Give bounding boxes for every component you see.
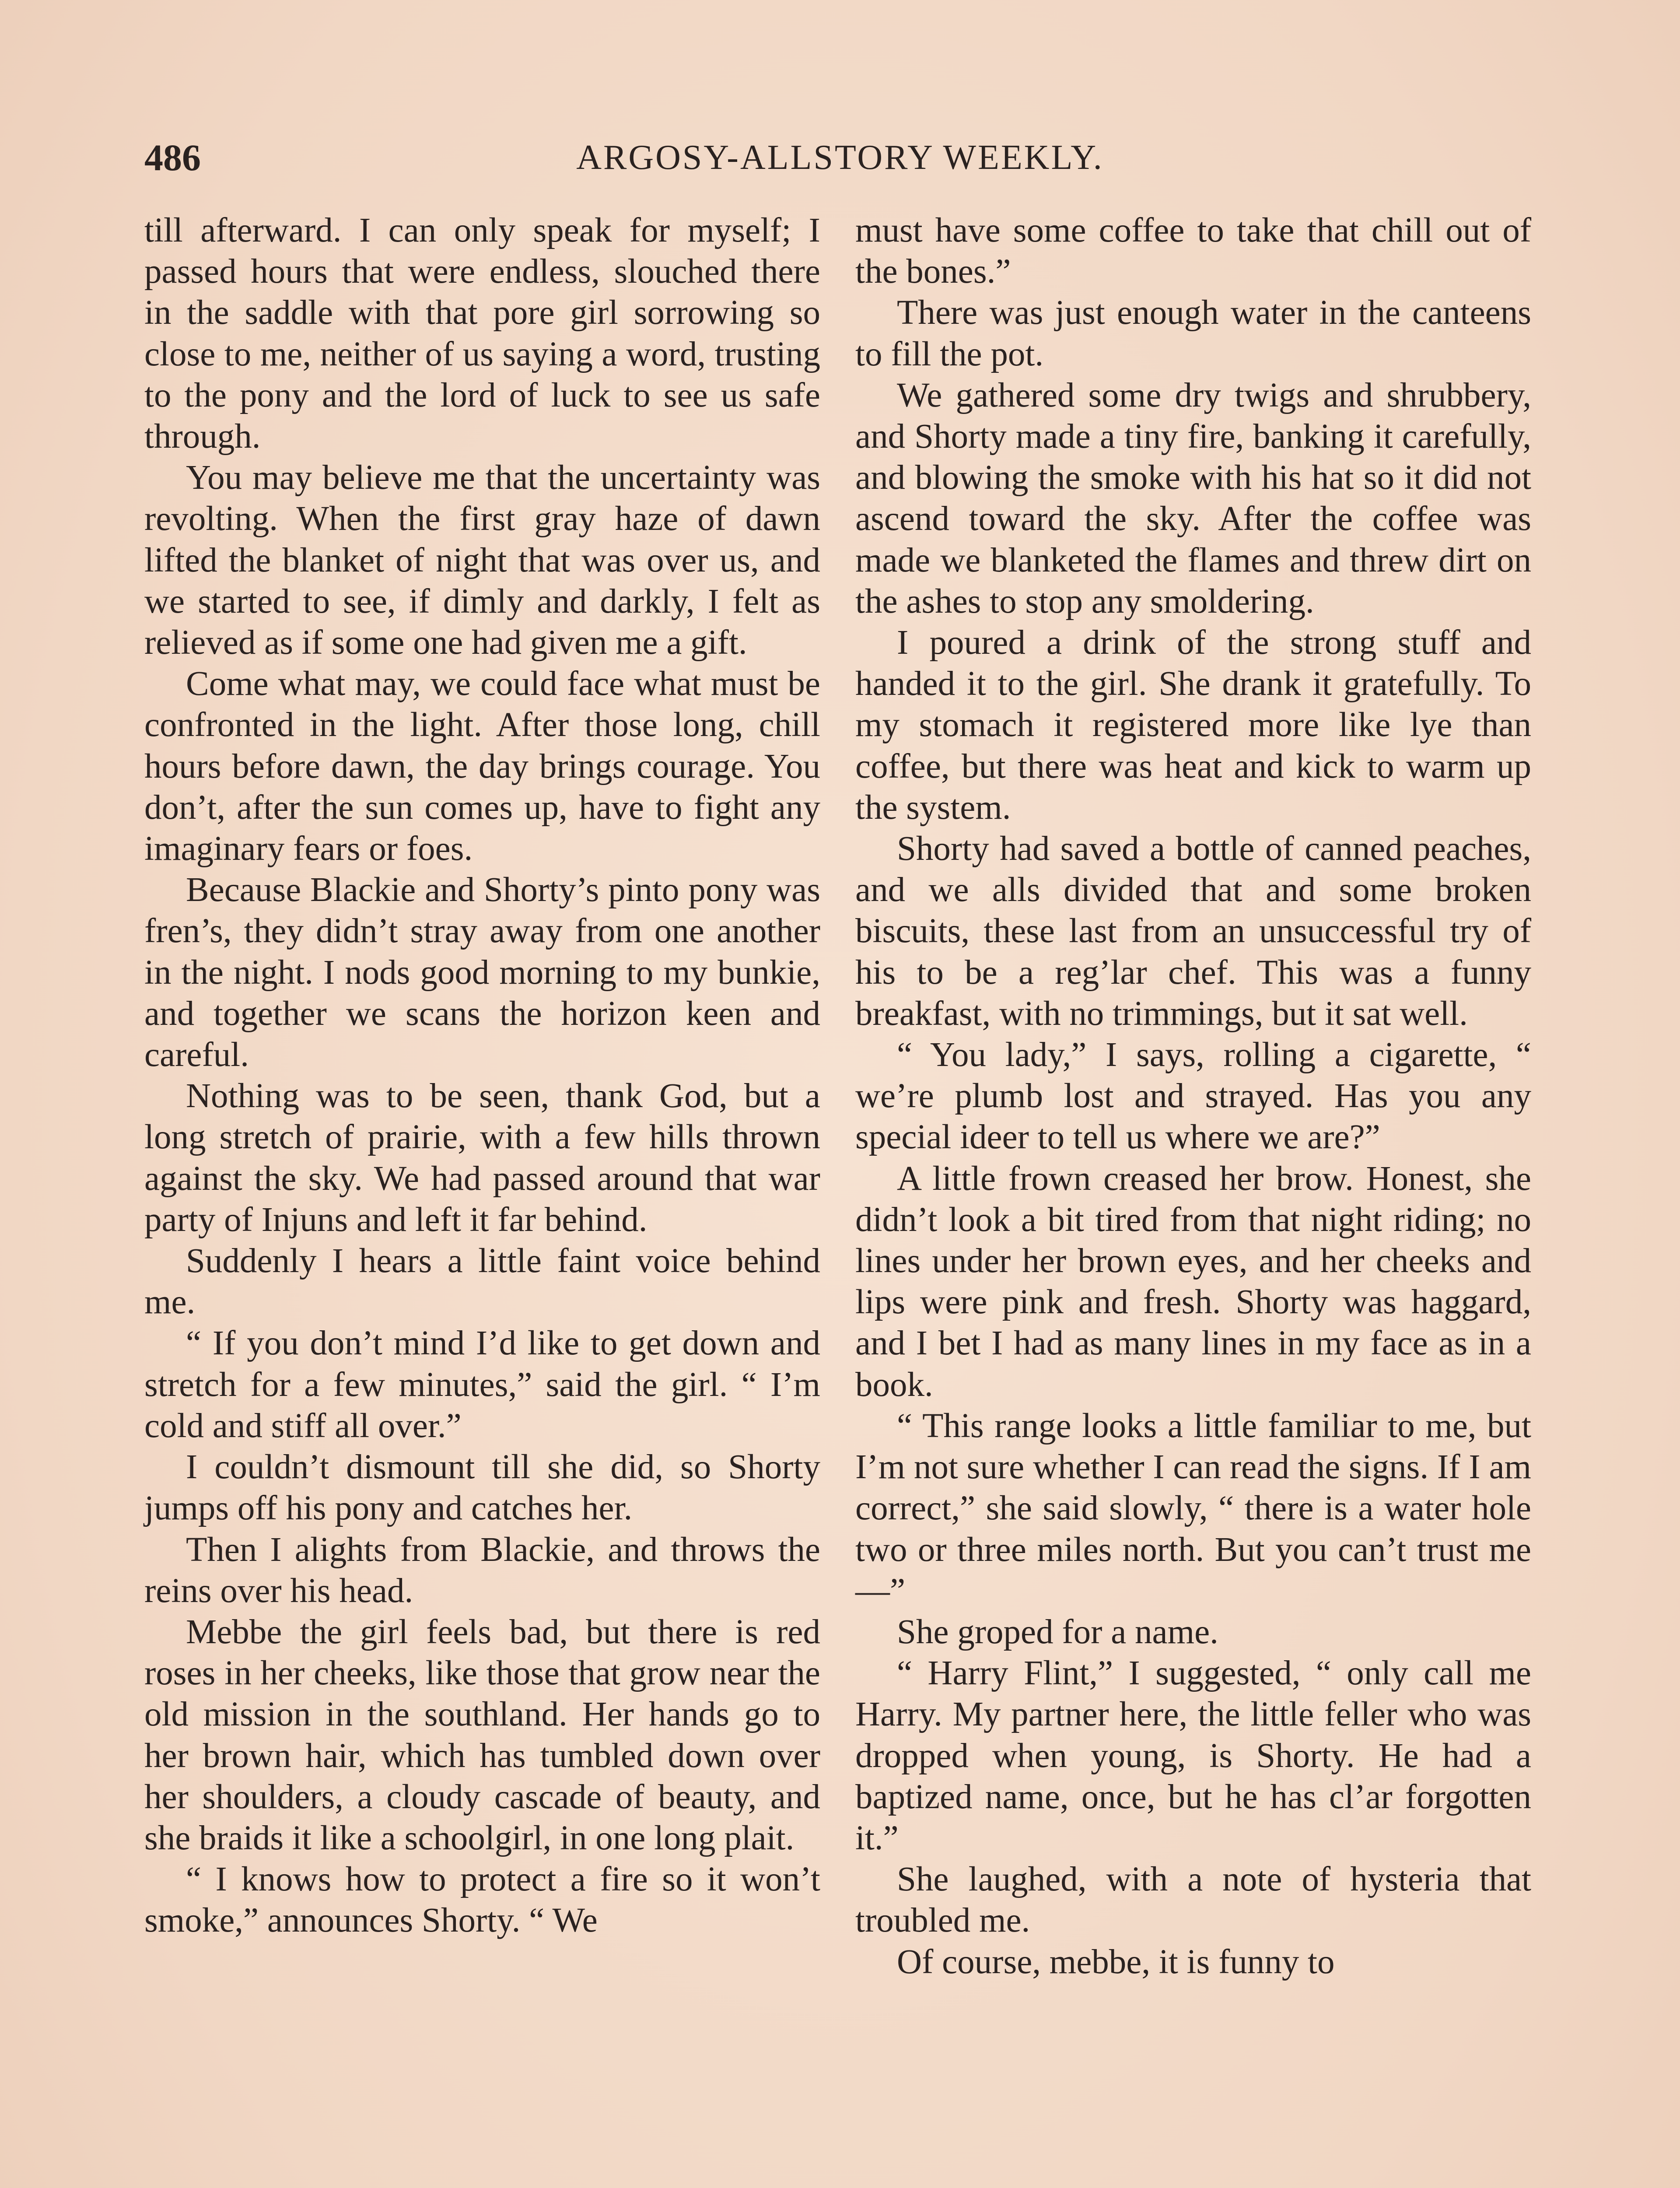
- paragraph: Then I alights from Blackie, and throws the reins over his head.: [144, 1530, 820, 1610]
- paragraph: Because Blackie and Shorty’s pinto pony was fren’s, they didn’t stray away from one another in the night. I nods good morning to my bunkie, and together we scans the horizon keen and careful.: [144, 871, 820, 1074]
- paragraph: till afterward. I can only speak for myself; I passed hours that were endless, slouched there in the saddle with that pore girl sorrowing so close to me, neither of us saying a word, trusting to the pony and the lord of luck to see us safe through.: [144, 211, 820, 456]
- paragraph: “ If you don’t mind I’d like to get down and stretch for a few minutes,” said the girl. “ I’m cold and stiff all over.”: [144, 1324, 820, 1445]
- paragraph: must have some coffee to take that chill out of the bones.”: [855, 211, 1531, 291]
- paragraph: Suddenly I hears a little faint voice behind me.: [144, 1242, 820, 1322]
- paragraph: There was just enough water in the canteens to fill the pot.: [855, 294, 1531, 373]
- paragraph: You may believe me that the uncertainty was revolting. When the first gray haze of dawn lifted the blanket of night that was over us, and we started to see, if dimly and darkly, I felt as relieved as if some one had given me a gift.: [144, 459, 820, 662]
- running-title: ARGOSY-ALLSTORY WEEKLY.: [576, 138, 1104, 177]
- paragraph: Come what may, we could face what must be confronted in the light. After those long, chill hours before dawn, the day brings courage. You don’t, after the sun comes up, have to fight any imaginary fears or foes.: [144, 665, 820, 868]
- page-header: [144, 131, 1536, 184]
- paragraph: “ You lady,” I says, rolling a cigarette, “ we’re plumb lost and strayed. Has you any special ideer to tell us where we are?”: [855, 1036, 1531, 1157]
- paragraph: She groped for a name.: [897, 1613, 1218, 1651]
- paragraph: I couldn’t dismount till she did, so Shorty jumps off his pony and catches her.: [144, 1448, 820, 1528]
- paragraph: I poured a drink of the strong stuff and handed it to the girl. She drank it gratefully. To my stomach it registered more like lye than coffee, but there was heat and kick to warm up the system.: [855, 624, 1531, 827]
- paragraph: “ Harry Flint,” I suggested, “ only call me Harry. My partner here, the little feller who was dropped when young, is Shorty. He had a baptized name, once, but he has cl’ar forgotten it.”: [855, 1654, 1531, 1857]
- paragraph: She laughed, with a note of hysteria that troubled me.: [855, 1860, 1531, 1940]
- paragraph: Of course, mebbe, it is funny to: [897, 1943, 1335, 1981]
- paragraph: “ This range looks a little familiar to me, but I’m not sure whether I can read the signs. If I am correct,” she said slowly, “ there is a water hole two or three miles north. But you can’t trust me—”: [855, 1406, 1531, 1610]
- page-number: 486: [144, 137, 201, 179]
- paragraph: “ I knows how to protect a fire so it won’t smoke,” announces Shorty. “ We: [144, 1860, 820, 1940]
- paragraph: We gathered some dry twigs and shrubbery, and Shorty made a tiny fire, banking it carefully, and blowing the smoke with his hat so it did not ascend toward the sky. After the coffee was made we blanketed the flames and threw dirt on the ashes to stop any smoldering.: [855, 376, 1531, 621]
- right-column: [855, 210, 1531, 1983]
- paragraph: A little frown creased her brow. Honest, she didn’t look a bit tired from that night riding; no lines under her brown eyes, and her cheeks and lips were pink and fresh. Shorty was haggard, and I bet I had as many lines in my face as in a book.: [855, 1159, 1531, 1404]
- paragraph: Nothing was to be seen, thank God, but a long stretch of prairie, with a few hills thrown against the sky. We had passed around that war party of Injuns and left it far behind.: [144, 1077, 820, 1239]
- paragraph: Mebbe the girl feels bad, but there is red roses in her cheeks, like those that grow near the old mission in the southland. Her hands go to her brown hair, which has tumbled down over her shoulders, a cloudy cascade of beauty, and she braids it like a schoolgirl, in one long plait.: [144, 1613, 820, 1857]
- left-column: [144, 210, 820, 1942]
- paragraph: Shorty had saved a bottle of canned peaches, and we alls divided that and some broken biscuits, these last from an unsuccessful try of his to be a reg’lar chef. This was a funny breakfast, with no trimmings, but it sat well.: [855, 830, 1531, 1033]
